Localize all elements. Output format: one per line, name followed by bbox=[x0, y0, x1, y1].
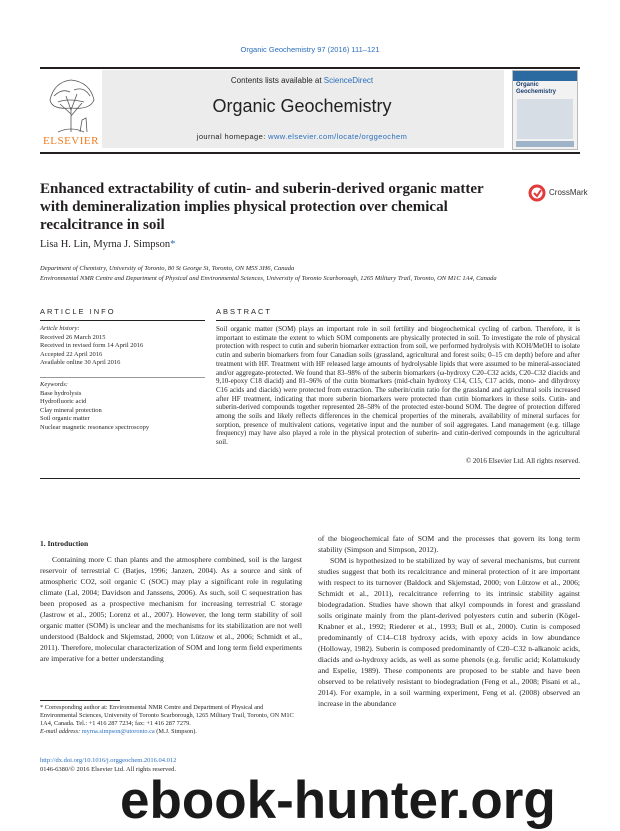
keyword: Clay mineral protection bbox=[40, 406, 102, 414]
abstract-heading: ABSTRACT bbox=[216, 307, 273, 316]
keywords-label: Keywords: bbox=[40, 381, 68, 388]
issn-line: 0146-6380/© 2016 Elsevier Ltd. All rights reserved. bbox=[40, 766, 176, 773]
history-item: Received 26 March 2015 bbox=[40, 333, 106, 341]
keyword: Hydrofluoric acid bbox=[40, 398, 87, 405]
crossmark-icon bbox=[528, 184, 546, 202]
email-line bbox=[40, 728, 302, 736]
keywords bbox=[40, 381, 205, 432]
header-top-rule bbox=[40, 67, 580, 69]
email-link[interactable]: myrna.simpson@utoronto.ca bbox=[81, 728, 155, 735]
publisher-name: ELSEVIER bbox=[43, 135, 99, 147]
header-bottom-rule bbox=[40, 152, 580, 154]
cover-foot bbox=[516, 141, 574, 147]
article-info-rule bbox=[40, 320, 205, 321]
affiliation-1: Department of Chemistry, University of Toronto, 80 St George St, Toronto, ON M5S 3H6, Canada bbox=[40, 265, 295, 272]
journal-title: Organic Geochemistry bbox=[212, 96, 392, 116]
cover-band bbox=[513, 71, 577, 81]
history-item: Accepted 22 April 2016 bbox=[40, 350, 103, 358]
homepage-link[interactable]: www.elsevier.com/locate/orggeochem bbox=[268, 132, 408, 141]
introduction-column-1: Containing more C than plants and the atmosphere combined, soil is the largest reservoir of terrestrial C (Batjes, 1996; Janzen, 2004). As a source and sink of atmospheric CO2, soil organic C (SOC) may play a significant role in regulating climate (Lal, 2004; Davidson and Janssens, 2006). As such, soil C sequestration has been proposed as a prospective mechanism for increasing terrestrial C storage (Jastrow et al., 2005; Lorenz et al., 2007). However, the long term stability of soil organic matter (SOM) is unclear and the mechanisms for its stabilization are not well understood (Baldock and Skjemstad, 2000; von Lützow et al., 2006; Schmidt et al., 2011). Therefore, molecular characterization of SOM and long term field experiments are imperative for a better understanding bbox=[40, 555, 302, 663]
history-item: Received in revised form 14 April 2016 bbox=[40, 342, 144, 349]
section-rule bbox=[40, 478, 580, 479]
email-suffix: (M.J. Simpson). bbox=[154, 728, 197, 735]
article-title: Enhanced extractability of cutin- and suberin-derived organic matter with demineralization implies physical protection over chemical recalcitrance in soil bbox=[40, 181, 484, 233]
history-label: Article history: bbox=[40, 325, 80, 332]
affiliation-2: Environmental NMR Centre and Department of Physical and Environmental Sciences, University of Toronto Scarborough, 1265 Military Trail, Toronto, ON M1C 1A4, Canada bbox=[40, 275, 497, 282]
keyword: Nuclear magnetic resonance spectroscopy bbox=[40, 423, 150, 431]
contents-line bbox=[100, 76, 504, 85]
cover-title: Organic Geochemistry bbox=[516, 82, 557, 95]
author-list bbox=[40, 239, 175, 250]
crossmark-label: CrossMark bbox=[549, 188, 588, 197]
footnote bbox=[40, 704, 302, 736]
paragraph: of the biogeochemical fate of SOM and the processes that govern its long term stability (Simpson and Simpson, 2012). bbox=[318, 534, 580, 554]
journal-reference[interactable]: Organic Geochemistry 97 (2016) 111–121 bbox=[240, 45, 380, 54]
introduction-column-2 bbox=[318, 533, 580, 709]
watermark: ebook-hunter.org bbox=[120, 771, 556, 830]
contents-prefix: Contents lists available at bbox=[230, 76, 324, 85]
cover-art bbox=[517, 99, 573, 139]
article-info-heading: ARTICLE INFO bbox=[40, 307, 116, 316]
abstract-text: Soil organic matter (SOM) plays an important role in soil fertility and biogeochemical cycling of carbon. Therefore, it is important to estimate the extent to which SOM components are physically protected in soil. To investigate the role of physical protection with respect to cutin and suberin biomarker extraction from soil, we performed hydrolysis with KOH/MeOH to isolate cutin and suberin biomarkers from four Canadian soils (grassland, agricultural and forest soils; 0–15 cm depth) before and after treatment with HF. Treatment with HF released large amounts of hydrolysable lipids that were assumed to be mineral-associated and/or aggregate-protected. We found that 83–98% of the suberin biomarkers (ω-hydroxy C20–C32 acids, C20–C32 diacids and 9,10-epoxy C18 diacid) and 81–96% of the cutin biomarkers (mid-chain hydroxy C14, C15, C17 acids, mono- and dihydroxy C16 acids and diacids) were protected from extraction. The suberin/cutin ratio for the grassland and agricultural soils increased after HF treatment, indicating that more suberin biomarkers were protected than cutin biomarkers in these soils. Cutin- and suberin-derived compounds together represented 28–58% of the protected ester-bound SOM. The degree of protection differed among the soils and likely reflects differences in the chemical properties of the minerals, availability of mineral surfaces for sorption, presence of multivalent cations, vegetative input and the number of soil aggregates. Land management (e.g. tillage frequency) may have also played a role in the physical protection of suberin- and cutin-derived compounds in the agricultural soil. bbox=[216, 325, 580, 447]
introduction-heading: 1. Introduction bbox=[40, 539, 89, 548]
doi-link[interactable]: http://dx.doi.org/10.1016/j.orggeochem.2016.04.012 bbox=[40, 757, 177, 764]
journal-cover-thumbnail bbox=[512, 70, 578, 150]
keywords-rule bbox=[40, 377, 205, 378]
footnote-text: * Corresponding author at: Environmental NMR Centre and Department of Physical and Environmental Sciences, University of Toronto Scarborough, 1265 Military Trail, Toronto, ON M1C 1A4, Canada. Tel.: +1 416 287 7234; fax: +1 416 287 7279. bbox=[40, 704, 294, 727]
history-item: Available online 30 April 2016 bbox=[40, 359, 121, 366]
corresponding-author-mark[interactable]: * bbox=[170, 239, 176, 250]
keyword: Base hydrolysis bbox=[40, 389, 82, 397]
article-history bbox=[40, 325, 205, 368]
homepage-prefix: journal homepage: bbox=[196, 132, 269, 141]
copyright: © 2016 Elsevier Ltd. All rights reserved. bbox=[465, 457, 580, 465]
email-label: E-mail address: bbox=[40, 728, 82, 735]
authors: Lisa H. Lin, Myrna J. Simpson bbox=[40, 239, 171, 250]
sciencedirect-link[interactable]: ScienceDirect bbox=[323, 76, 374, 85]
keyword: Soil organic matter bbox=[40, 415, 90, 422]
abstract-rule bbox=[216, 320, 580, 321]
footnote-rule bbox=[40, 700, 120, 701]
paragraph: SOM is hypothesized to be stabilized by way of several mechanisms, but current studies suggest that both its recalcitrance and mineral protection of it are important with respect to its turnover (Baldock and Skjemstad, 2000; von Lützow et al., 2006; Schmidt et al., 2011), recalcitrance referring to its intrinsic stability against biodegradation. Studies have shown that alkyl compounds in forest and grassland soils originate mainly from the plant-derived polyesters cutin and suberin (Kögel-Knabner et al., 1992; Riederer et al., 1993; Bull et al., 2000). Cutin is composed predominantly of C14–C18 hydroxy acids, with epoxy acids in low abundance (Holloway, 1982). Suberin is composed predominantly of C20–C32 n-alkanoic acids, diacids and ω-hydroxy acids, as well as some phenols (e.g. ferulic acid; Kolattukudy and Espelie, 1989). These components are proposed to be stable and have been observed to be relatively resistant to biodegradation (Feng et al., 2008; Pisani et al., 2014). For example, in a soil warming experiment, Feng et al. (2008) observed an increase in the abundance bbox=[318, 556, 580, 708]
journal-homepage bbox=[100, 132, 504, 141]
crossmark-badge[interactable] bbox=[528, 184, 588, 202]
